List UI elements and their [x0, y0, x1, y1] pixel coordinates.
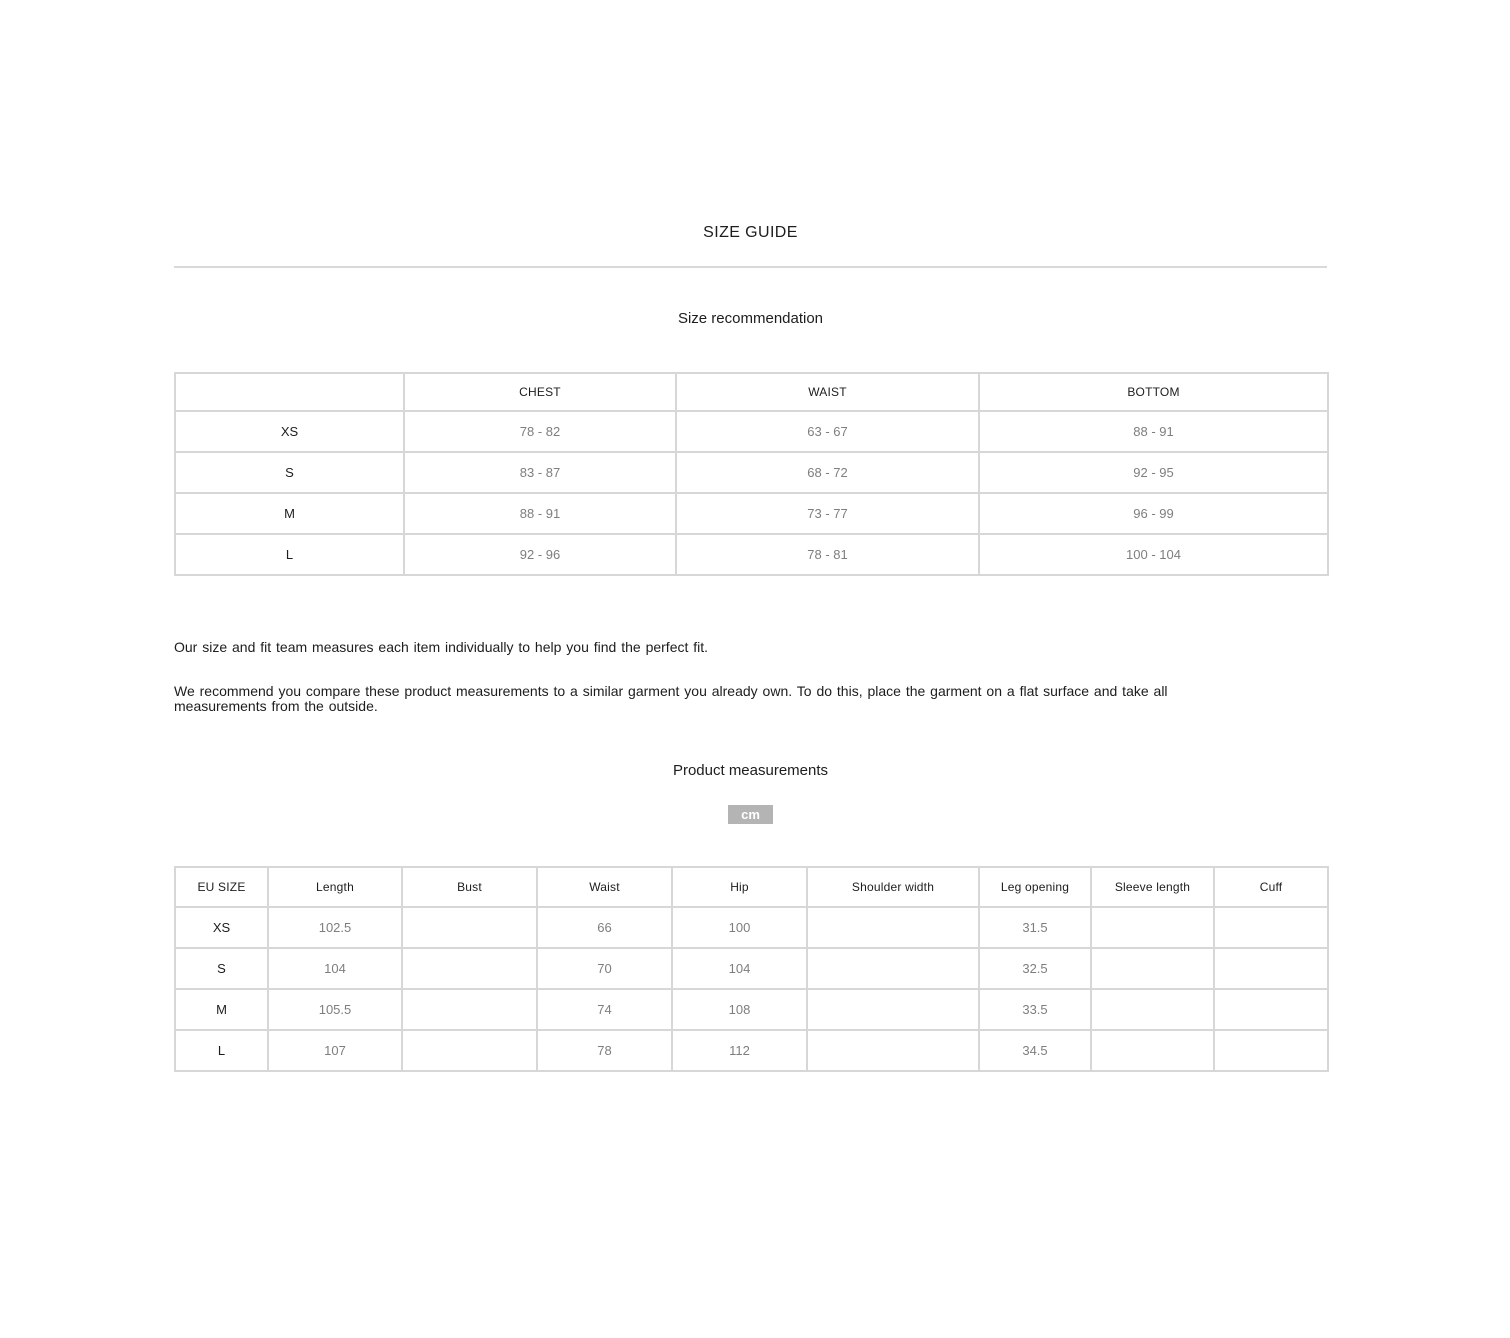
chest-value: 78 - 82 — [404, 411, 676, 452]
length-value: 102.5 — [268, 907, 402, 948]
table-row — [175, 452, 1328, 493]
col-sleeve-length: Sleeve length — [1091, 867, 1214, 907]
length-value: 107 — [268, 1030, 402, 1071]
size-label: XS — [175, 411, 404, 452]
table-row — [175, 411, 1328, 452]
title-divider — [174, 266, 1327, 268]
shoulder-width-value — [807, 948, 979, 989]
leg-opening-value: 34.5 — [979, 1030, 1091, 1071]
col-bust: Bust — [402, 867, 537, 907]
size-label: L — [175, 534, 404, 575]
leg-opening-value: 32.5 — [979, 948, 1091, 989]
leg-opening-value: 31.5 — [979, 907, 1091, 948]
product-measurements-table — [174, 866, 1329, 1072]
chest-value: 88 - 91 — [404, 493, 676, 534]
size-label: M — [175, 989, 268, 1030]
waist-value: 78 - 81 — [676, 534, 979, 575]
table-row — [175, 948, 1328, 989]
size-recommendation-heading: Size recommendation — [677, 310, 824, 327]
bottom-value: 96 - 99 — [979, 493, 1328, 534]
product-measurements-heading: Product measurements — [672, 762, 829, 779]
chest-value: 92 - 96 — [404, 534, 676, 575]
size-rec-col-bottom: BOTTOM — [979, 373, 1328, 411]
unit-cm-button[interactable]: cm — [728, 805, 773, 824]
table-row — [175, 493, 1328, 534]
unit-selector — [174, 805, 1327, 824]
col-shoulder-width: Shoulder width — [807, 867, 979, 907]
size-rec-header-row — [175, 373, 1328, 411]
cuff-value — [1214, 989, 1328, 1030]
bust-value — [402, 1030, 537, 1071]
table-row — [175, 907, 1328, 948]
size-guide-page — [174, 0, 1327, 1072]
cuff-value — [1214, 948, 1328, 989]
sleeve-length-value — [1091, 948, 1214, 989]
cuff-value — [1214, 907, 1328, 948]
waist-value: 66 — [537, 907, 672, 948]
hip-value: 108 — [672, 989, 807, 1030]
size-label: S — [175, 948, 268, 989]
shoulder-width-value — [807, 989, 979, 1030]
col-cuff: Cuff — [1214, 867, 1328, 907]
hip-value: 100 — [672, 907, 807, 948]
leg-opening-value: 33.5 — [979, 989, 1091, 1030]
bust-value — [402, 989, 537, 1030]
table-row — [175, 1030, 1328, 1071]
size-label: XS — [175, 907, 268, 948]
bottom-value: 100 - 104 — [979, 534, 1328, 575]
size-rec-col-waist: WAIST — [676, 373, 979, 411]
chest-value: 83 - 87 — [404, 452, 676, 493]
fit-note-1: Our size and fit team measures each item individually to help you find the perfect fit. — [174, 639, 709, 655]
waist-value: 63 - 67 — [676, 411, 979, 452]
page-title: SIZE GUIDE — [703, 224, 798, 241]
bottom-value: 88 - 91 — [979, 411, 1328, 452]
waist-value: 74 — [537, 989, 672, 1030]
col-leg-opening: Leg opening — [979, 867, 1091, 907]
sleeve-length-value — [1091, 989, 1214, 1030]
col-eu-size: EU SIZE — [175, 867, 268, 907]
waist-value: 73 - 77 — [676, 493, 979, 534]
size-rec-col-size — [175, 373, 404, 411]
sleeve-length-value — [1091, 907, 1214, 948]
cuff-value — [1214, 1030, 1328, 1071]
size-recommendation-table — [174, 372, 1329, 576]
shoulder-width-value — [807, 907, 979, 948]
sleeve-length-value — [1091, 1030, 1214, 1071]
size-label: L — [175, 1030, 268, 1071]
size-label: M — [175, 493, 404, 534]
bottom-value: 92 - 95 — [979, 452, 1328, 493]
col-waist: Waist — [537, 867, 672, 907]
table-row — [175, 534, 1328, 575]
waist-value: 78 — [537, 1030, 672, 1071]
bust-value — [402, 907, 537, 948]
size-label: S — [175, 452, 404, 493]
bust-value — [402, 948, 537, 989]
waist-value: 70 — [537, 948, 672, 989]
prod-meas-header-row — [175, 867, 1328, 907]
hip-value: 112 — [672, 1030, 807, 1071]
fit-note-2: We recommend you compare these product measurements to a similar garment you already own. To do this, place the garment on a flat surface and take all measurements from the outside. — [174, 683, 1168, 714]
size-rec-col-chest: CHEST — [404, 373, 676, 411]
length-value: 105.5 — [268, 989, 402, 1030]
hip-value: 104 — [672, 948, 807, 989]
shoulder-width-value — [807, 1030, 979, 1071]
table-row — [175, 989, 1328, 1030]
col-hip: Hip — [672, 867, 807, 907]
length-value: 104 — [268, 948, 402, 989]
col-length: Length — [268, 867, 402, 907]
waist-value: 68 - 72 — [676, 452, 979, 493]
fit-notes — [174, 640, 1327, 714]
